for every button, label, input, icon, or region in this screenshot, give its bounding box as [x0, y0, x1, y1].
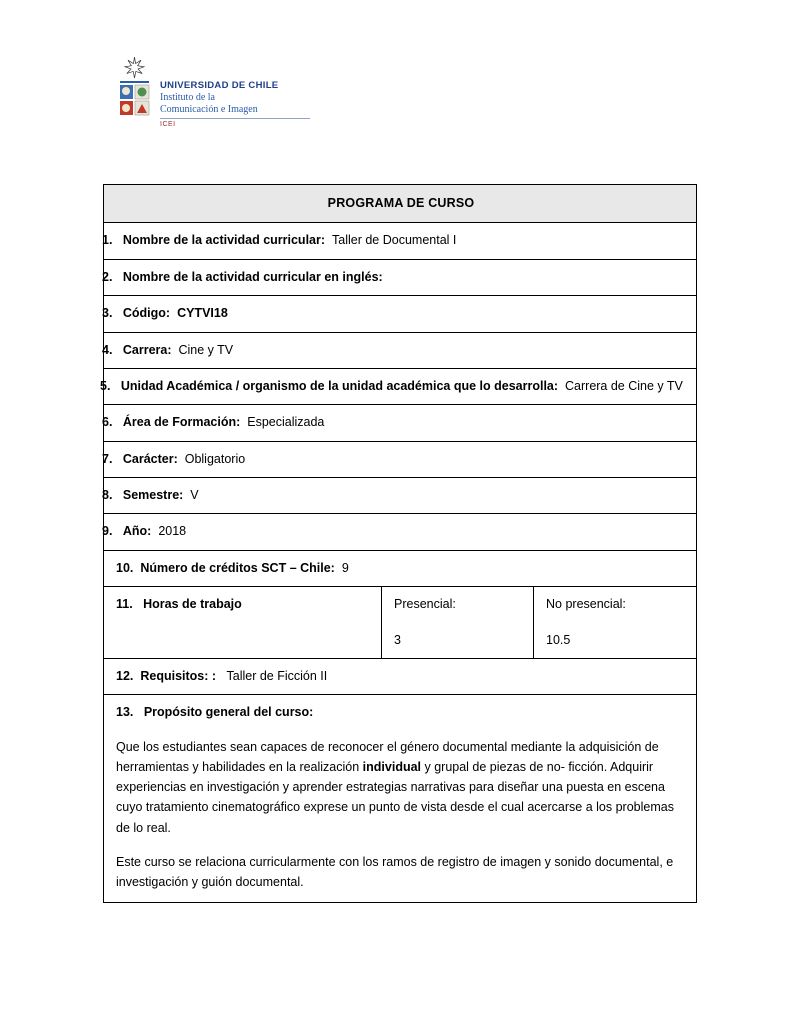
- table-row: [104, 368, 697, 404]
- logo-divider: [160, 118, 310, 119]
- purpose-p1-bold: individual: [362, 759, 422, 774]
- row-value: Obligatorio: [184, 451, 246, 466]
- row-value: Cine y TV: [178, 342, 234, 357]
- row-label: Requisitos: :: [140, 668, 217, 683]
- presencial-value: 3: [394, 632, 401, 647]
- purpose-row: [104, 695, 697, 903]
- no-presencial-label: No presencial:: [546, 597, 626, 612]
- purpose-body: [116, 737, 686, 893]
- row-number: 5.: [100, 378, 111, 393]
- row-label: Nombre de la actividad curricular en inglés:: [122, 269, 383, 284]
- row-number: 6.: [102, 415, 113, 430]
- row-label: Área de Formación:: [122, 415, 241, 430]
- row-label: Carrera:: [122, 342, 172, 357]
- table-row: [104, 514, 697, 550]
- university-logo-text: [160, 80, 375, 128]
- purpose-p1-part2: y grupal de piezas de no- ficción. Adquirir experiencias en investigación y aprender estrategias narrativas para diseñar una puesta en escena cuyo tratamiento cinematográfico exprese un punto de vista desde el cual acercarse a los problemas de lo real.: [116, 759, 674, 835]
- row-value: CYTVI18: [177, 306, 228, 321]
- row-number: 10.: [116, 560, 134, 575]
- logo-unit-line1: Instituto de la: [160, 92, 215, 103]
- logo-unit-line2: Comunicación e Imagen: [160, 104, 258, 115]
- table-row: [104, 332, 697, 368]
- row-number: 4.: [102, 342, 113, 357]
- row-label: Carácter:: [122, 451, 178, 466]
- row-number: 12.: [116, 668, 134, 683]
- table-row: [104, 550, 697, 586]
- row-label: Horas de trabajo: [143, 597, 242, 612]
- row-number: 2.: [102, 269, 113, 284]
- table-row: [104, 223, 697, 259]
- table-row: [104, 658, 697, 694]
- row-label: Propósito general del curso:: [143, 705, 314, 720]
- purpose-p1-part1: Que los estudiantes sean capaces de reconocer el género documental mediante la adquisición de herramientas y habilidades en la realización: [116, 739, 659, 774]
- row-value: Taller de Documental I: [332, 233, 457, 248]
- row-label: Año:: [122, 524, 152, 539]
- row-label: Semestre:: [122, 488, 184, 502]
- row-number: 13.: [116, 705, 134, 720]
- row-number: 9.: [102, 524, 113, 539]
- row-value: V: [190, 488, 199, 502]
- no-presencial-value: 10.5: [546, 632, 571, 647]
- row-value: Especializada: [247, 415, 325, 430]
- row-label: Código:: [122, 306, 171, 321]
- row-number: 3.: [102, 306, 113, 321]
- row-label: Nombre de la actividad curricular:: [122, 233, 326, 248]
- row-label: Unidad Académica / organismo de la unidad académica que lo desarrolla:: [120, 378, 559, 393]
- table-row: [104, 296, 697, 332]
- row-value: Carrera de Cine y TV: [565, 378, 683, 393]
- table-header-row: [104, 185, 697, 223]
- row-label: Número de créditos SCT – Chile:: [140, 560, 335, 575]
- row-value: 9: [341, 560, 349, 575]
- row-number: 7.: [102, 451, 113, 466]
- university-logo: [112, 55, 382, 135]
- course-program-table: [100, 184, 697, 903]
- row-number: 11.: [116, 597, 133, 612]
- logo-acronym: ICEI: [160, 121, 176, 128]
- logo-institution: UNIVERSIDAD DE CHILE: [160, 80, 279, 91]
- purpose-heading: [116, 703, 686, 722]
- hours-row: [104, 587, 697, 659]
- university-crest-icon: [112, 55, 157, 123]
- table-row: [104, 405, 697, 441]
- row-number: 8.: [102, 488, 113, 502]
- document-title: PROGRAMA DE CURSO: [104, 185, 697, 223]
- row-value: 2018: [158, 524, 187, 539]
- row-number: 1.: [102, 233, 113, 248]
- table-row: [104, 478, 697, 514]
- table-row: [104, 441, 697, 477]
- row-value: Taller de Ficción II: [226, 668, 328, 683]
- presencial-label: Presencial:: [394, 597, 456, 612]
- purpose-paragraph-2: Este curso se relaciona curricularmente con los ramos de registro de imagen y sonido documental, e investigación y guión documental.: [116, 854, 674, 890]
- purpose-paragraph-1: [116, 737, 686, 838]
- table-row: [104, 259, 697, 295]
